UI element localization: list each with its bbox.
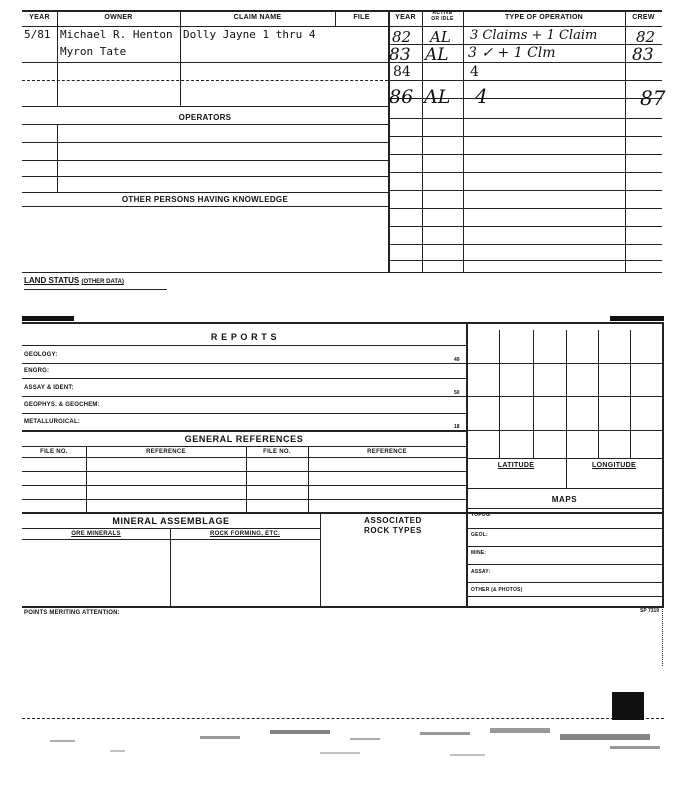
activity-crew-2: 83 xyxy=(632,45,654,65)
row-rule xyxy=(389,226,662,227)
reports-metallurgical: METALLURGICAL: xyxy=(24,419,81,425)
maps-mine: MINE: xyxy=(471,550,487,556)
grid-line xyxy=(533,330,534,458)
activity-operation-3: 4 xyxy=(470,64,479,80)
reports-geology-num: 49 xyxy=(454,357,460,363)
reports-geophys: GEOPHYS. & GEOCHEM: xyxy=(24,402,100,408)
right-edge xyxy=(662,606,663,666)
reports-assay-num: 50 xyxy=(454,390,460,396)
ref-col-reference-1: REFERENCE xyxy=(146,449,186,455)
grid-line xyxy=(566,330,567,458)
ref-col-file-no-2: FILE NO. xyxy=(263,449,291,455)
header-year: YEAR xyxy=(29,14,50,21)
rock-forming-cell xyxy=(170,531,320,537)
grid-line xyxy=(467,363,662,364)
mineral-assemblage-title: MINERAL ASSEMBLAGE xyxy=(112,516,230,526)
associated-label: ASSOCIATED xyxy=(364,516,422,525)
grid-line xyxy=(467,396,662,397)
entry-year: 5/81 xyxy=(24,28,51,41)
col-divider xyxy=(86,446,87,512)
header-owner: OWNER xyxy=(104,14,133,21)
activity-crew-4: 87 xyxy=(640,86,666,110)
bottom-rule xyxy=(22,272,662,273)
row-rule xyxy=(22,363,466,364)
row-rule xyxy=(22,430,466,432)
latitude-cell xyxy=(467,462,565,469)
col-divider xyxy=(57,26,58,106)
row-rule xyxy=(22,539,320,540)
maps-other: OTHER (& PHOTOS) xyxy=(471,587,523,593)
activity-year-1: 82 xyxy=(392,28,412,46)
row-rule xyxy=(22,106,388,107)
row-rule xyxy=(22,606,664,608)
row-rule xyxy=(467,528,662,529)
activity-operation-1: 3 Claims + 1 Claim xyxy=(470,28,598,43)
row-rule xyxy=(22,378,466,379)
general-references-title: GENERAL REFERENCES xyxy=(184,434,304,444)
grid-line xyxy=(630,330,631,458)
row-rule xyxy=(467,582,662,583)
header-year-2: YEAR xyxy=(395,14,416,21)
reports-top-border xyxy=(22,322,664,324)
header-file: FILE xyxy=(353,14,370,21)
operators-label: OPERATORS xyxy=(178,113,232,122)
land-status-title: LAND STATUS xyxy=(24,276,80,285)
col-divider xyxy=(422,10,423,272)
form-code: SP 7319 xyxy=(640,608,660,614)
entry-claim-name: Dolly Jayne 1 thru 4 xyxy=(183,28,316,41)
col-divider xyxy=(170,528,171,606)
col-divider xyxy=(625,10,626,272)
row-rule xyxy=(389,118,662,119)
row-rule xyxy=(22,471,466,472)
row-rule xyxy=(389,80,662,81)
rock-forming-label: ROCK FORMING, ETC. xyxy=(209,531,281,537)
header-claim-name: CLAIM NAME xyxy=(233,14,282,21)
activity-status-2: AL xyxy=(425,45,449,65)
grid-line xyxy=(499,330,500,458)
header-active-idle xyxy=(422,10,463,22)
grid-line xyxy=(467,430,662,431)
ref-col-file-no-1: FILE NO. xyxy=(40,449,68,455)
activity-status-1: AL xyxy=(430,28,451,46)
row-rule xyxy=(22,124,388,125)
row-rule xyxy=(389,260,662,261)
row-rule xyxy=(22,176,388,177)
row-rule xyxy=(467,564,662,565)
row-rule xyxy=(22,192,388,193)
header-type-of-operation: TYPE OF OPERATION xyxy=(504,14,584,21)
row-rule xyxy=(22,446,466,447)
activity-operation-2: 3 ✓ + 1 Clm xyxy=(468,45,556,61)
grid-line xyxy=(467,458,662,459)
scan-mark xyxy=(612,692,644,720)
row-rule xyxy=(22,62,388,63)
col-divider xyxy=(180,26,181,106)
entry-owner-1: Michael R. Henton xyxy=(60,28,173,41)
land-status-underline xyxy=(24,289,167,290)
reports-engineering: ENGRG: xyxy=(24,368,50,374)
row-rule xyxy=(22,80,388,81)
other-persons-label: OTHER PERSONS HAVING KNOWLEDGE xyxy=(121,195,289,204)
row-rule xyxy=(22,396,466,397)
activity-operation-4: 4 xyxy=(475,84,488,108)
col-divider xyxy=(246,446,247,512)
maps-title: MAPS xyxy=(551,495,578,504)
activity-year-3: 84 xyxy=(393,64,411,80)
rock-types-label: ROCK TYPES xyxy=(363,526,422,535)
ore-minerals-cell xyxy=(22,531,170,537)
ref-col-reference-2: REFERENCE xyxy=(367,449,407,455)
row-rule xyxy=(22,206,388,207)
ore-minerals-label: ORE MINERALS xyxy=(71,531,121,537)
row-rule xyxy=(389,136,662,137)
row-rule xyxy=(389,190,662,191)
activity-year-2: 83 xyxy=(389,45,411,65)
longitude-label: LONGITUDE xyxy=(592,462,636,469)
row-rule xyxy=(22,528,320,529)
reports-assay: ASSAY & IDENT: xyxy=(24,385,74,391)
header-crew: CREW xyxy=(632,14,655,21)
col-divider xyxy=(463,10,464,272)
row-rule xyxy=(22,457,466,458)
col-divider xyxy=(57,124,58,192)
grid-line xyxy=(598,330,599,458)
longitude-cell xyxy=(566,462,662,469)
reports-geology: GEOLOGY: xyxy=(24,352,58,358)
header-active: ACTIVE xyxy=(432,10,453,16)
land-status-subtitle: (OTHER DATA) xyxy=(81,279,124,285)
row-rule xyxy=(467,596,662,597)
reports-metallurgical-num: 18 xyxy=(454,424,460,430)
row-rule xyxy=(467,508,662,509)
activity-crew-1: 82 xyxy=(636,28,656,46)
row-rule xyxy=(389,244,662,245)
activity-year-4: 86 xyxy=(389,86,414,108)
entry-owner-2: Myron Tate xyxy=(60,45,127,58)
row-rule xyxy=(22,160,388,161)
row-rule xyxy=(389,154,662,155)
points-meriting-attention-label: POINTS MERITING ATTENTION: xyxy=(24,610,120,616)
maps-assay: ASSAY: xyxy=(471,569,491,575)
row-rule xyxy=(467,546,662,547)
associated-rock-types xyxy=(320,516,466,536)
row-rule xyxy=(22,142,388,143)
header-rule xyxy=(22,26,662,27)
scan-mark xyxy=(22,316,74,321)
maps-topog: TOPOG: xyxy=(471,512,492,518)
row-rule xyxy=(22,485,466,486)
top-border xyxy=(22,10,662,12)
reports-title: R E P O R T S xyxy=(210,332,278,342)
row-rule xyxy=(22,499,466,500)
activity-status-4: AL xyxy=(424,86,451,108)
col-divider xyxy=(308,446,309,512)
bottom-fold-line xyxy=(22,718,664,719)
row-rule xyxy=(389,208,662,209)
row-rule xyxy=(467,488,662,489)
row-rule xyxy=(22,413,466,414)
scan-mark xyxy=(610,316,664,321)
row-rule xyxy=(389,172,662,173)
row-rule xyxy=(22,345,466,346)
latitude-label: LATITUDE xyxy=(497,462,535,469)
maps-geol: GEOL: xyxy=(471,532,488,538)
header-or-idle: OR IDLE xyxy=(431,16,454,22)
scan-noise xyxy=(20,724,670,784)
land-status-label xyxy=(24,276,124,285)
right-border xyxy=(662,322,664,606)
row-rule xyxy=(22,512,664,514)
